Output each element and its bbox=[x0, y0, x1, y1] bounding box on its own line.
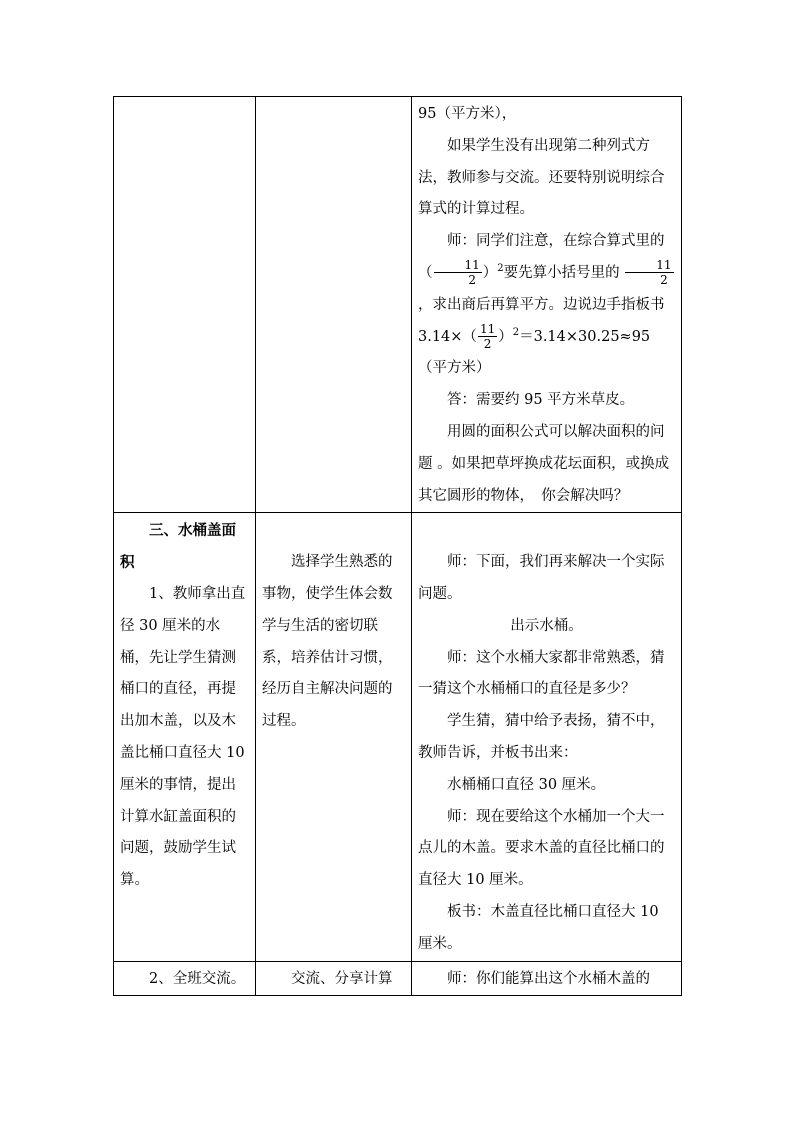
text-run: 3.14×（ bbox=[418, 328, 477, 345]
paragraph: 板书：木盖直径比桶口直径大 10 厘米。 bbox=[418, 903, 659, 952]
fraction-denominator: 2 bbox=[660, 273, 668, 288]
cell-process bbox=[114, 97, 256, 513]
cell-intent bbox=[256, 97, 412, 513]
paragraph: 如果学生没有出现第二种列式方法，教师参与交流。还要特别说明综合算式的计算过程。 bbox=[418, 137, 665, 218]
formula-line bbox=[418, 322, 675, 386]
fraction bbox=[625, 258, 673, 287]
text-run: 师：同学们注意，在综合算式里的（ bbox=[418, 233, 665, 281]
paragraph: 师：你们能算出这个水桶木盖的 bbox=[447, 970, 650, 987]
cell-process bbox=[114, 513, 256, 961]
cell-activity bbox=[412, 961, 682, 996]
lesson-plan-table bbox=[113, 96, 682, 996]
text-line: 95（平方米）， bbox=[418, 106, 517, 122]
paragraph: 师：这个水桶大家都非常熟悉，猜一猜这个水桶桶口的直径是多少？ bbox=[418, 649, 665, 698]
spacer bbox=[262, 515, 405, 547]
paragraph: 水桶桶口直径 30 厘米。 bbox=[447, 776, 606, 793]
cell-process bbox=[114, 961, 256, 996]
fraction bbox=[478, 322, 497, 351]
text-run: ＝3.14×30.25≈95（平方米） bbox=[418, 328, 651, 377]
paragraph: 答：需要约 95 平方米草皮。 bbox=[447, 392, 635, 409]
table-row bbox=[114, 513, 682, 961]
superscript: 2 bbox=[497, 263, 504, 275]
cell-intent bbox=[256, 961, 412, 996]
paragraph bbox=[418, 226, 675, 321]
fraction bbox=[434, 258, 482, 287]
paragraph: 2、全班交流。 bbox=[149, 970, 246, 987]
cell-activity bbox=[412, 97, 682, 513]
fraction-numerator: 11 bbox=[625, 258, 673, 273]
text-run: ，求出商后再算平方。边说边手指板书 bbox=[418, 296, 665, 313]
table-row bbox=[114, 961, 682, 996]
fraction-numerator: 11 bbox=[479, 322, 496, 337]
fraction-numerator: 11 bbox=[434, 258, 482, 273]
paragraph: 1、教师拿出直径 30 厘米的水桶，先让学生猜测桶口的直径，再提出加木盖，以及木盖比桶口直径大 10 厘米的事情，提出计算水缸盖面积的问题，鼓励学生试算。 bbox=[120, 585, 246, 889]
table-row bbox=[114, 97, 682, 513]
paragraph: 选择学生熟悉的事物，使学生体会数学与生活的密切联系，培养估计习惯，经历自主解决问题的过程。 bbox=[262, 554, 393, 730]
fraction-denominator: 2 bbox=[468, 273, 476, 288]
cell-intent bbox=[256, 513, 412, 961]
fraction-denominator: 2 bbox=[483, 337, 492, 352]
superscript: 2 bbox=[512, 326, 520, 338]
paragraph: 师：下面，我们再来解决一个实际问题。 bbox=[418, 554, 665, 602]
section-heading: 三、水桶盖面积 bbox=[120, 522, 236, 572]
paragraph: 学生猜，猜中给予表扬，猜不中，教师告诉，并板书出来： bbox=[418, 713, 665, 761]
paragraph: 交流、分享计算 bbox=[291, 970, 393, 987]
text-run: ） bbox=[498, 328, 513, 345]
text-run: ） bbox=[482, 264, 498, 281]
paragraph: 用圆的面积公式可以解决面积的问题 。如果把草坪换成花坛面积，或换成其它圆形的物体， 你会解决吗？ bbox=[418, 423, 670, 504]
spacer bbox=[418, 515, 675, 547]
paragraph: 出示水桶。 bbox=[510, 617, 583, 634]
text-run: 要先算小括号里的 bbox=[503, 264, 620, 281]
paragraph: 师：现在要给这个水桶加一个大一点儿的木盖。要求木盖的直径比桶口的直径大 10 厘米。 bbox=[418, 808, 665, 889]
cell-activity bbox=[412, 513, 682, 961]
